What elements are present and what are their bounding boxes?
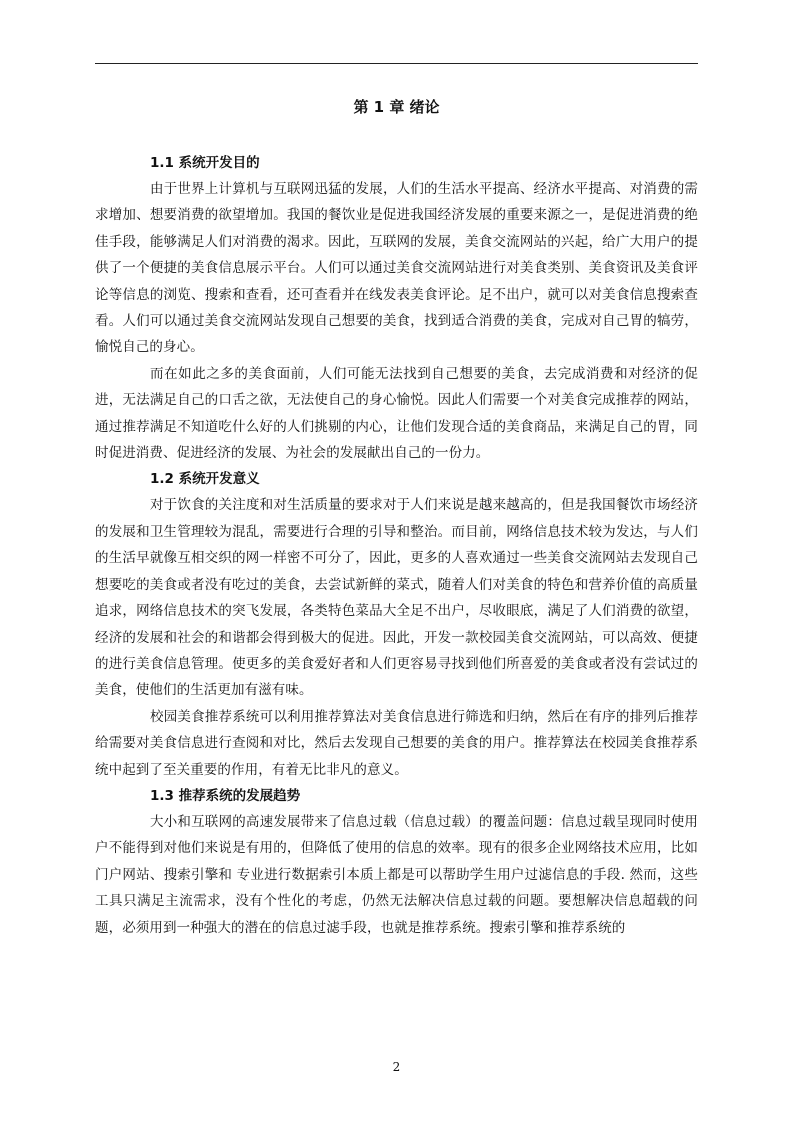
- paragraph: 而在如此之多的美食面前，人们可能无法找到自己想要的美食，去完成消费和对经济的促进，无法满足自己的口舌之欲，无法使自己的身心愉悦。因此人们需要一个对美食完成推荐的网站，通过推荐满足不知道吃什么好的人们挑剔的内心，让他们发现合适的美食商品，来满足自己的胃，同时促进消费、促进经济的发展、为社会的发展献出自己的一份力。: [95, 365, 698, 462]
- paragraph: 校园美食推荐系统可以利用推荐算法对美食信息进行筛选和归纳，然后在有序的排列后推荐给需要对美食信息进行查阅和对比，然后去发现自己想要的美食的用户。推荐算法在校园美食推荐系统中起到了至关重要的作用，有着无比非凡的意义。: [95, 708, 698, 778]
- page-number: 2: [392, 1060, 401, 1074]
- section-heading: 1.2 系统开发意义: [150, 471, 260, 488]
- header-rule: [95, 63, 698, 64]
- paragraph: 对于饮食的关注度和对生活质量的要求对于人们来说是越来越高的，但是我国餐饮市场经济的发展和卫生管理较为混乱，需要进行合理的引导和整治。而目前，网络信息技术较为发达，与人们的生活早就像互相交织的网一样密不可分了，因此，更多的人喜欢通过一些美食交流网站去发现自己想要吃的美食或者没有吃过的美食，去尝试新鲜的菜式，随着人们对美食的特色和营养价值的高质量追求，网络信息技术的突飞发展，各类特色菜品大全足不出户，尽收眼底，满足了人们消费的欲望，经济的发展和社会的和谐都会得到极大的促进。因此，开发一款校园美食交流网站，可以高效、便捷的进行美食信息管理。使更多的美食爱好者和人们更容易寻找到他们所喜爱的美食或者没有尝试过的美食，使他们的生活更加有滋有味。: [95, 497, 698, 699]
- document-body: [95, 150, 698, 941]
- chapter-title: 第 1 章 绪论: [353, 98, 440, 116]
- paragraph: 大小和互联网的高速发展带来了信息过载（信息过载）的覆盖问题：信息过载呈现同时使用户不能得到对他们来说是有用的，但降低了使用的信息的效率。现有的很多企业网络技术应用，比如门户网站、搜索引擎和 专业进行数据索引本质上都是可以帮助学生用户过滤信息的手段. 然而，这些工具只满足主流需求，没有个性化的考虑，仍然无法解决信息过载的问题。要想解决信息超载的问题，必须用到一种强大的潜在的信息过滤手段，也就是推荐系统。搜索引擎和推荐系统的: [95, 813, 698, 936]
- paragraph: 由于世界上计算机与互联网迅猛的发展，人们的生活水平提高、经济水平提高、对消费的需求增加、想要消费的欲望增加。我国的餐饮业是促进我国经济发展的重要来源之一，是促进消费的绝佳手段，能够满足人们对消费的渴求。因此，互联网的发展，美食交流网站的兴起，给广大用户的提供了一个便捷的美食信息展示平台。人们可以通过美食交流网站进行对美食类别、美食资讯及美食评论等信息的浏览、搜索和查看，还可查看并在线发表美食评论。足不出户，就可以对美食信息搜索查看。人们可以通过美食交流网站发现自己想要的美食，找到适合消费的美食，完成对自己胃的犒劳，愉悦自己的身心。: [95, 181, 698, 356]
- section-heading: 1.1 系统开发目的: [150, 155, 260, 171]
- section-heading: 1.3 推荐系统的发展趋势: [150, 787, 301, 804]
